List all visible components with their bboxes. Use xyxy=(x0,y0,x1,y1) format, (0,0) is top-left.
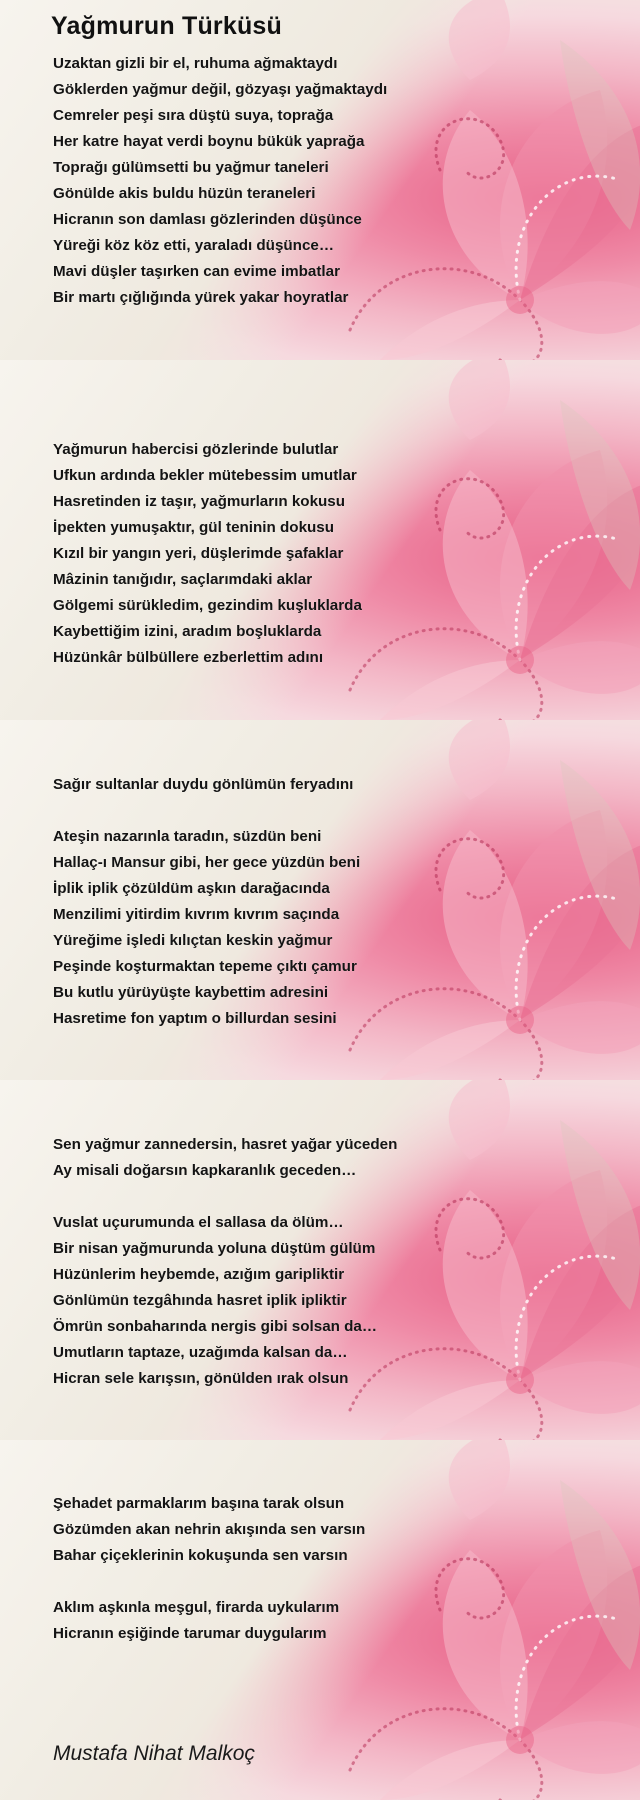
poem-line: Ateşin nazarınla taradın, süzdün beni xyxy=(53,828,322,845)
poem-line: Aklım aşkınla meşgul, firarda uykularım xyxy=(53,1599,340,1616)
poem-panel-4 xyxy=(0,1080,640,1440)
stanza xyxy=(53,1132,593,1184)
poem-line: Hicranın eşiğinde tarumar duygularım xyxy=(53,1625,327,1642)
poem-line: Hasretime fon yaptım o billurdan sesini xyxy=(53,1010,337,1027)
poem-line: Bir nisan yağmurunda yoluna düştüm gülüm xyxy=(53,1240,376,1257)
stanza xyxy=(53,1491,593,1569)
poem-line: Gölgemi sürükledim, gezindim kuşluklarda xyxy=(53,597,362,614)
poem-panel-2 xyxy=(0,360,640,720)
poem-line: Yüreğime işledi kılıçtan keskin yağmur xyxy=(53,932,333,949)
poem-line: Sağır sultanlar duydu gönlümün feryadını xyxy=(53,776,354,793)
stanza xyxy=(53,1595,593,1647)
poem-line: Göklerden yağmur değil, gözyaşı yağmaktaydı xyxy=(53,81,388,98)
poem-line: Gönülde akis buldu hüzün teraneleri xyxy=(53,185,316,202)
poem-line: Hicranın son damlası gözlerinden düşünce xyxy=(53,211,362,228)
poem-line: İpekten yumuşaktır, gül teninin dokusu xyxy=(53,519,335,536)
poem-line: Uzaktan gizli bir el, ruhuma ağmaktaydı xyxy=(53,55,338,72)
poem-line: Hasretinden iz taşır, yağmurların kokusu xyxy=(53,493,346,510)
poem-line: Hüzünkâr bülbüllere ezberlettim adını xyxy=(53,649,324,666)
poem-line: Menzilimi yitirdim kıvrım kıvrım saçında xyxy=(53,906,340,923)
poem-line: Ufkun ardında bekler mütebessim umutlar xyxy=(53,467,357,484)
poem-line: Hüzünlerim heybemde, azığım garipliktir xyxy=(53,1266,345,1283)
poem-line: Umutların taptaze, uzağımda kalsan da… xyxy=(53,1344,348,1361)
poem-line: Cemreler peşi sıra düştü suya, toprağa xyxy=(53,107,334,124)
poem-line: Şehadet parmaklarım başına tarak olsun xyxy=(53,1495,345,1512)
poem-line: İplik iplik çözüldüm aşkın darağacında xyxy=(53,880,330,897)
stanza xyxy=(53,1210,593,1392)
panel-content xyxy=(53,720,613,1080)
panel-content xyxy=(53,1440,613,1800)
poem-line: Bir martı çığlığında yürek yakar hoyratlar xyxy=(53,289,349,306)
stanza xyxy=(53,772,593,798)
poem-line: Hicran sele karışsın, gönülden ırak olsun xyxy=(53,1370,349,1387)
poem-line: Yağmurun habercisi gözlerinde bulutlar xyxy=(53,441,339,458)
poem-line: Ömrün sonbaharında nergis gibi solsan da… xyxy=(53,1318,378,1335)
poem-line: Sen yağmur zannedersin, hasret yağar yüceden xyxy=(53,1136,398,1153)
poem-panel-5 xyxy=(0,1440,640,1800)
poem-panel-1 xyxy=(0,0,640,360)
poem-panel-3 xyxy=(0,720,640,1080)
poem-line: Bahar çiçeklerinin kokuşunda sen varsın xyxy=(53,1547,348,1564)
poem-line: Hallaç-ı Mansur gibi, her gece yüzdün beni xyxy=(53,854,361,871)
poem-line: Mâzinin tanığıdır, saçlarımdaki aklar xyxy=(53,571,313,588)
poem-line: Gözümden akan nehrin akışında sen varsın xyxy=(53,1521,366,1538)
stanza xyxy=(53,51,593,311)
poem-line: Kaybettiğim izini, aradım boşluklarda xyxy=(53,623,322,640)
poem-line: Bu kutlu yürüyüşte kaybettim adresini xyxy=(53,984,329,1001)
poem-line: Mavi düşler taşırken can evime imbatlar xyxy=(53,263,341,280)
panel-content xyxy=(53,1080,613,1440)
stanza xyxy=(53,824,593,1032)
panel-content xyxy=(53,360,613,720)
poem-line: Her katre hayat verdi boynu bükük yaprağa xyxy=(53,133,365,150)
stanza xyxy=(53,437,593,671)
poem-line: Peşinde koşturmaktan tepeme çıktı çamur xyxy=(53,958,357,975)
poem-line: Gönlümün tezgâhında hasret iplik ipliktir xyxy=(53,1292,347,1309)
poem-line: Vuslat uçurumunda el sallasa da ölüm… xyxy=(53,1214,344,1231)
poem-title: Yağmurun Türküsü xyxy=(51,12,283,40)
poem-author: Mustafa Nihat Malkoç xyxy=(53,1742,255,1765)
poem-line: Kızıl bir yangın yeri, düşlerimde şafaklar xyxy=(53,545,344,562)
poem-line: Toprağı gülümsetti bu yağmur taneleri xyxy=(53,159,329,176)
panel-content xyxy=(53,0,613,360)
poem-line: Yüreği köz köz etti, yaraladı düşünce… xyxy=(53,237,335,254)
poem-line: Ay misali doğarsın kapkaranlık geceden… xyxy=(53,1162,357,1179)
